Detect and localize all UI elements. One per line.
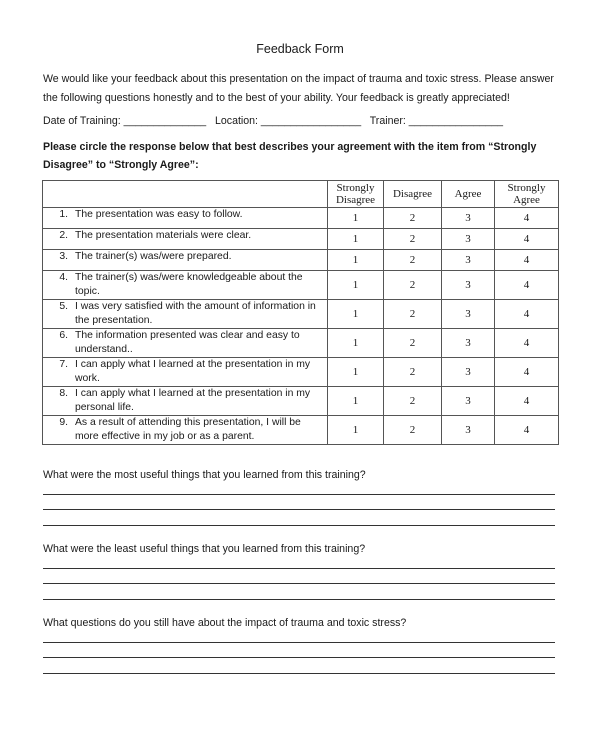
rating-option-1[interactable]: 1 <box>328 387 384 416</box>
item-statement <box>50 416 321 444</box>
item-cell <box>43 300 328 329</box>
item-statement <box>50 300 321 328</box>
item-cell <box>43 358 328 387</box>
column-header-strongly-agree: Strongly Agree <box>495 181 559 208</box>
item-cell <box>43 271 328 300</box>
rating-option-3[interactable]: 3 <box>442 208 495 229</box>
table-row <box>43 208 559 229</box>
item-statement <box>50 329 321 357</box>
rating-option-4[interactable]: 4 <box>495 329 559 358</box>
table-row <box>43 387 559 416</box>
rating-option-3[interactable]: 3 <box>442 300 495 329</box>
rating-option-1[interactable]: 1 <box>328 229 384 250</box>
item-text: I can apply what I learned at the presentation in my personal life. <box>75 388 311 413</box>
item-cell <box>43 387 328 416</box>
intro-paragraph: We would like your feedback about this presentation on the impact of trauma and toxic stress. Please answer the following questions honestly and to the best of your ability. Your feedback is greatly appreciated! <box>43 73 554 104</box>
answer-line[interactable] <box>43 525 555 526</box>
rating-option-3[interactable]: 3 <box>442 229 495 250</box>
rating-option-4[interactable]: 4 <box>495 208 559 229</box>
item-number: 1. <box>59 209 68 220</box>
item-number: 4. <box>59 272 68 283</box>
column-header-agree: Agree <box>442 181 495 208</box>
item-text: The trainer(s) was/were prepared. <box>75 251 232 262</box>
rating-option-4[interactable]: 4 <box>495 300 559 329</box>
table-row <box>43 271 559 300</box>
item-number: 2. <box>59 230 68 241</box>
item-statement <box>50 387 321 415</box>
rating-option-4[interactable]: 4 <box>495 358 559 387</box>
question-least-useful: What were the least useful things that you learned from this training? <box>43 543 366 555</box>
answer-line[interactable] <box>43 494 555 495</box>
rating-option-1[interactable]: 1 <box>328 271 384 300</box>
item-cell <box>43 229 328 250</box>
rating-option-2[interactable]: 2 <box>384 358 442 387</box>
item-cell <box>43 208 328 229</box>
table-row <box>43 229 559 250</box>
item-statement <box>50 229 321 243</box>
training-details-line: Date of Training: ______________ Location: _________________ Trainer: ________________ <box>43 115 504 127</box>
item-text: I was very satisfied with the amount of information in the presentation. <box>75 301 316 326</box>
table-row <box>43 358 559 387</box>
item-number: 9. <box>59 417 68 428</box>
item-cell <box>43 416 328 445</box>
item-number: 8. <box>59 388 68 399</box>
rating-option-2[interactable]: 2 <box>384 300 442 329</box>
rating-option-2[interactable]: 2 <box>384 271 442 300</box>
answer-line[interactable] <box>43 599 555 600</box>
rating-option-2[interactable]: 2 <box>384 208 442 229</box>
item-text: As a result of attending this presentation, I will be more effective in my job or as a parent. <box>75 417 301 442</box>
item-text: The presentation was easy to follow. <box>75 209 243 220</box>
rating-option-2[interactable]: 2 <box>384 329 442 358</box>
column-header-disagree: Disagree <box>384 181 442 208</box>
rating-option-3[interactable]: 3 <box>442 329 495 358</box>
item-text: The presentation materials were clear. <box>75 230 252 241</box>
answer-line[interactable] <box>43 568 555 569</box>
rating-option-3[interactable]: 3 <box>442 250 495 271</box>
item-cell <box>43 329 328 358</box>
item-number: 6. <box>59 330 68 341</box>
item-statement <box>50 208 321 222</box>
item-text: I can apply what I learned at the presentation in my work. <box>75 359 311 384</box>
rating-table <box>42 180 559 445</box>
item-statement <box>50 271 321 299</box>
item-statement <box>50 358 321 386</box>
rating-option-1[interactable]: 1 <box>328 250 384 271</box>
answer-line[interactable] <box>43 509 555 510</box>
column-header-strongly-disagree: Strongly Disagree <box>328 181 384 208</box>
item-number: 3. <box>59 251 68 262</box>
rating-option-1[interactable]: 1 <box>328 329 384 358</box>
item-cell <box>43 250 328 271</box>
question-remaining: What questions do you still have about the impact of trauma and toxic stress? <box>43 617 407 629</box>
rating-option-2[interactable]: 2 <box>384 387 442 416</box>
rating-option-1[interactable]: 1 <box>328 358 384 387</box>
item-text: The trainer(s) was/were knowledgeable about the topic. <box>75 272 303 297</box>
rating-option-4[interactable]: 4 <box>495 271 559 300</box>
answer-line[interactable] <box>43 642 555 643</box>
item-statement <box>50 250 321 264</box>
question-most-useful: What were the most useful things that you learned from this training? <box>43 469 366 481</box>
item-number: 7. <box>59 359 68 370</box>
table-row <box>43 329 559 358</box>
table-corner-cell <box>43 181 328 208</box>
item-text: The information presented was clear and easy to understand.. <box>75 330 300 355</box>
rating-option-1[interactable]: 1 <box>328 416 384 445</box>
rating-option-2[interactable]: 2 <box>384 416 442 445</box>
rating-option-4[interactable]: 4 <box>495 250 559 271</box>
rating-instructions: Please circle the response below that best describes your agreement with the item from “Strongly Disagree” to “Strongly Agree”: <box>43 141 537 171</box>
form-title: Feedback Form <box>256 42 344 56</box>
rating-option-4[interactable]: 4 <box>495 229 559 250</box>
item-number: 5. <box>59 301 68 312</box>
answer-line[interactable] <box>43 657 555 658</box>
rating-option-1[interactable]: 1 <box>328 208 384 229</box>
table-row <box>43 416 559 445</box>
table-row <box>43 250 559 271</box>
answer-line[interactable] <box>43 583 555 584</box>
table-row <box>43 300 559 329</box>
rating-option-2[interactable]: 2 <box>384 229 442 250</box>
rating-option-4[interactable]: 4 <box>495 387 559 416</box>
rating-rows <box>43 208 559 445</box>
rating-option-1[interactable]: 1 <box>328 300 384 329</box>
rating-option-4[interactable]: 4 <box>495 416 559 445</box>
rating-option-3[interactable]: 3 <box>442 358 495 387</box>
rating-option-3[interactable]: 3 <box>442 416 495 445</box>
answer-line[interactable] <box>43 673 555 674</box>
rating-option-2[interactable]: 2 <box>384 250 442 271</box>
rating-option-3[interactable]: 3 <box>442 387 495 416</box>
rating-option-3[interactable]: 3 <box>442 271 495 300</box>
